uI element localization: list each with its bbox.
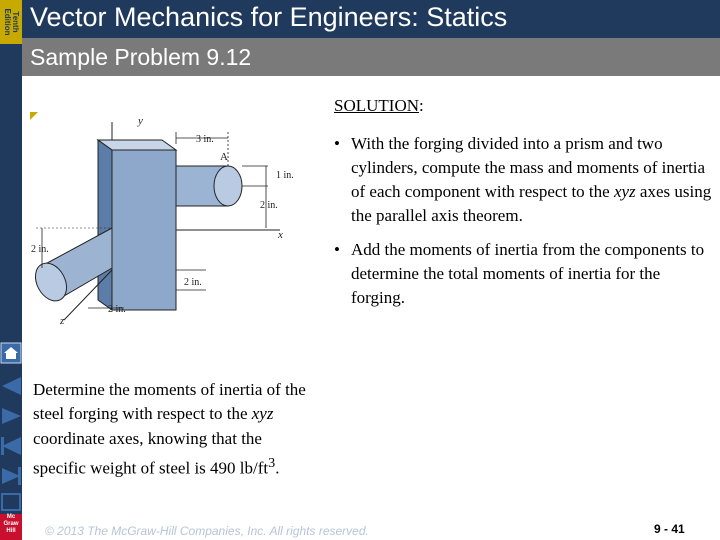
bullet-dot-icon: • xyxy=(334,134,340,153)
home-icon[interactable] xyxy=(0,342,22,364)
bullet-text-end: axes using the parallel axis theorem. xyxy=(351,182,712,225)
page-number: 9 - 41 xyxy=(654,522,685,536)
page-title: Vector Mechanics for Engineers: Statics xyxy=(30,2,508,32)
problem-statement xyxy=(33,378,318,481)
dim-2in-depth: 2 in. xyxy=(108,304,126,315)
slide-subtitle: Sample Problem 9.12 xyxy=(30,44,252,70)
dim-2in-bottom: 2 in. xyxy=(184,277,202,288)
dim-2in-left: 2 in. xyxy=(31,244,49,255)
problem-superscript: 3 xyxy=(268,454,276,471)
first-slide-icon[interactable] xyxy=(0,374,22,398)
dim-2in-right: 2 in. xyxy=(260,200,278,211)
dim-1in: 1 in. xyxy=(276,170,294,181)
last-slide-icon[interactable] xyxy=(0,464,22,488)
point-a-label: A xyxy=(220,151,228,163)
problem-emphasis: xyz xyxy=(251,404,274,424)
problem-text-end: . xyxy=(275,458,280,478)
edition-label: Tenth Edition xyxy=(3,8,20,36)
x-axis-label: x xyxy=(278,229,283,241)
problem-text-mid: coordinate axes, knowing that the specific weight of steel is 490 lb/ft xyxy=(33,428,269,478)
solution-heading-text: SOLUTION xyxy=(334,96,419,115)
y-axis-label: y xyxy=(138,115,143,127)
forging-figure xyxy=(28,100,318,330)
corner-mark-icon xyxy=(30,112,38,120)
solution-bullet xyxy=(334,238,714,310)
problem-text: Determine the moments of inertia of the steel forging with respect to the xyxy=(33,380,306,424)
solution-colon: : xyxy=(419,96,424,115)
bullet-text: Add the moments of inertia from the components to determine the total moments of inertia for the forging. xyxy=(351,240,705,307)
solution-heading xyxy=(334,96,424,116)
publisher-logo: Mc Graw Hill xyxy=(0,514,22,540)
z-axis-label: z xyxy=(60,315,65,327)
subtitle-bar xyxy=(22,38,720,76)
bullet-emphasis: xyz xyxy=(613,182,636,201)
previous-slide-icon[interactable] xyxy=(0,434,22,458)
solution-bullets xyxy=(334,132,714,320)
left-sidebar xyxy=(0,0,22,540)
exit-icon[interactable] xyxy=(0,492,22,512)
next-slide-icon[interactable] xyxy=(0,404,22,428)
bullet-text: With the forging divided into a prism and two cylinders, compute the mass and moments of inertia of each component with respect to the xyxy=(351,134,706,201)
bullet-dot-icon: • xyxy=(334,240,340,259)
title-bar xyxy=(22,0,720,38)
dim-3in: 3 in. xyxy=(196,134,214,145)
solution-bullet xyxy=(334,132,714,228)
copyright-footer: © 2013 The McGraw-Hill Companies, Inc. All rights reserved. xyxy=(45,524,369,538)
edition-tab xyxy=(0,0,22,44)
